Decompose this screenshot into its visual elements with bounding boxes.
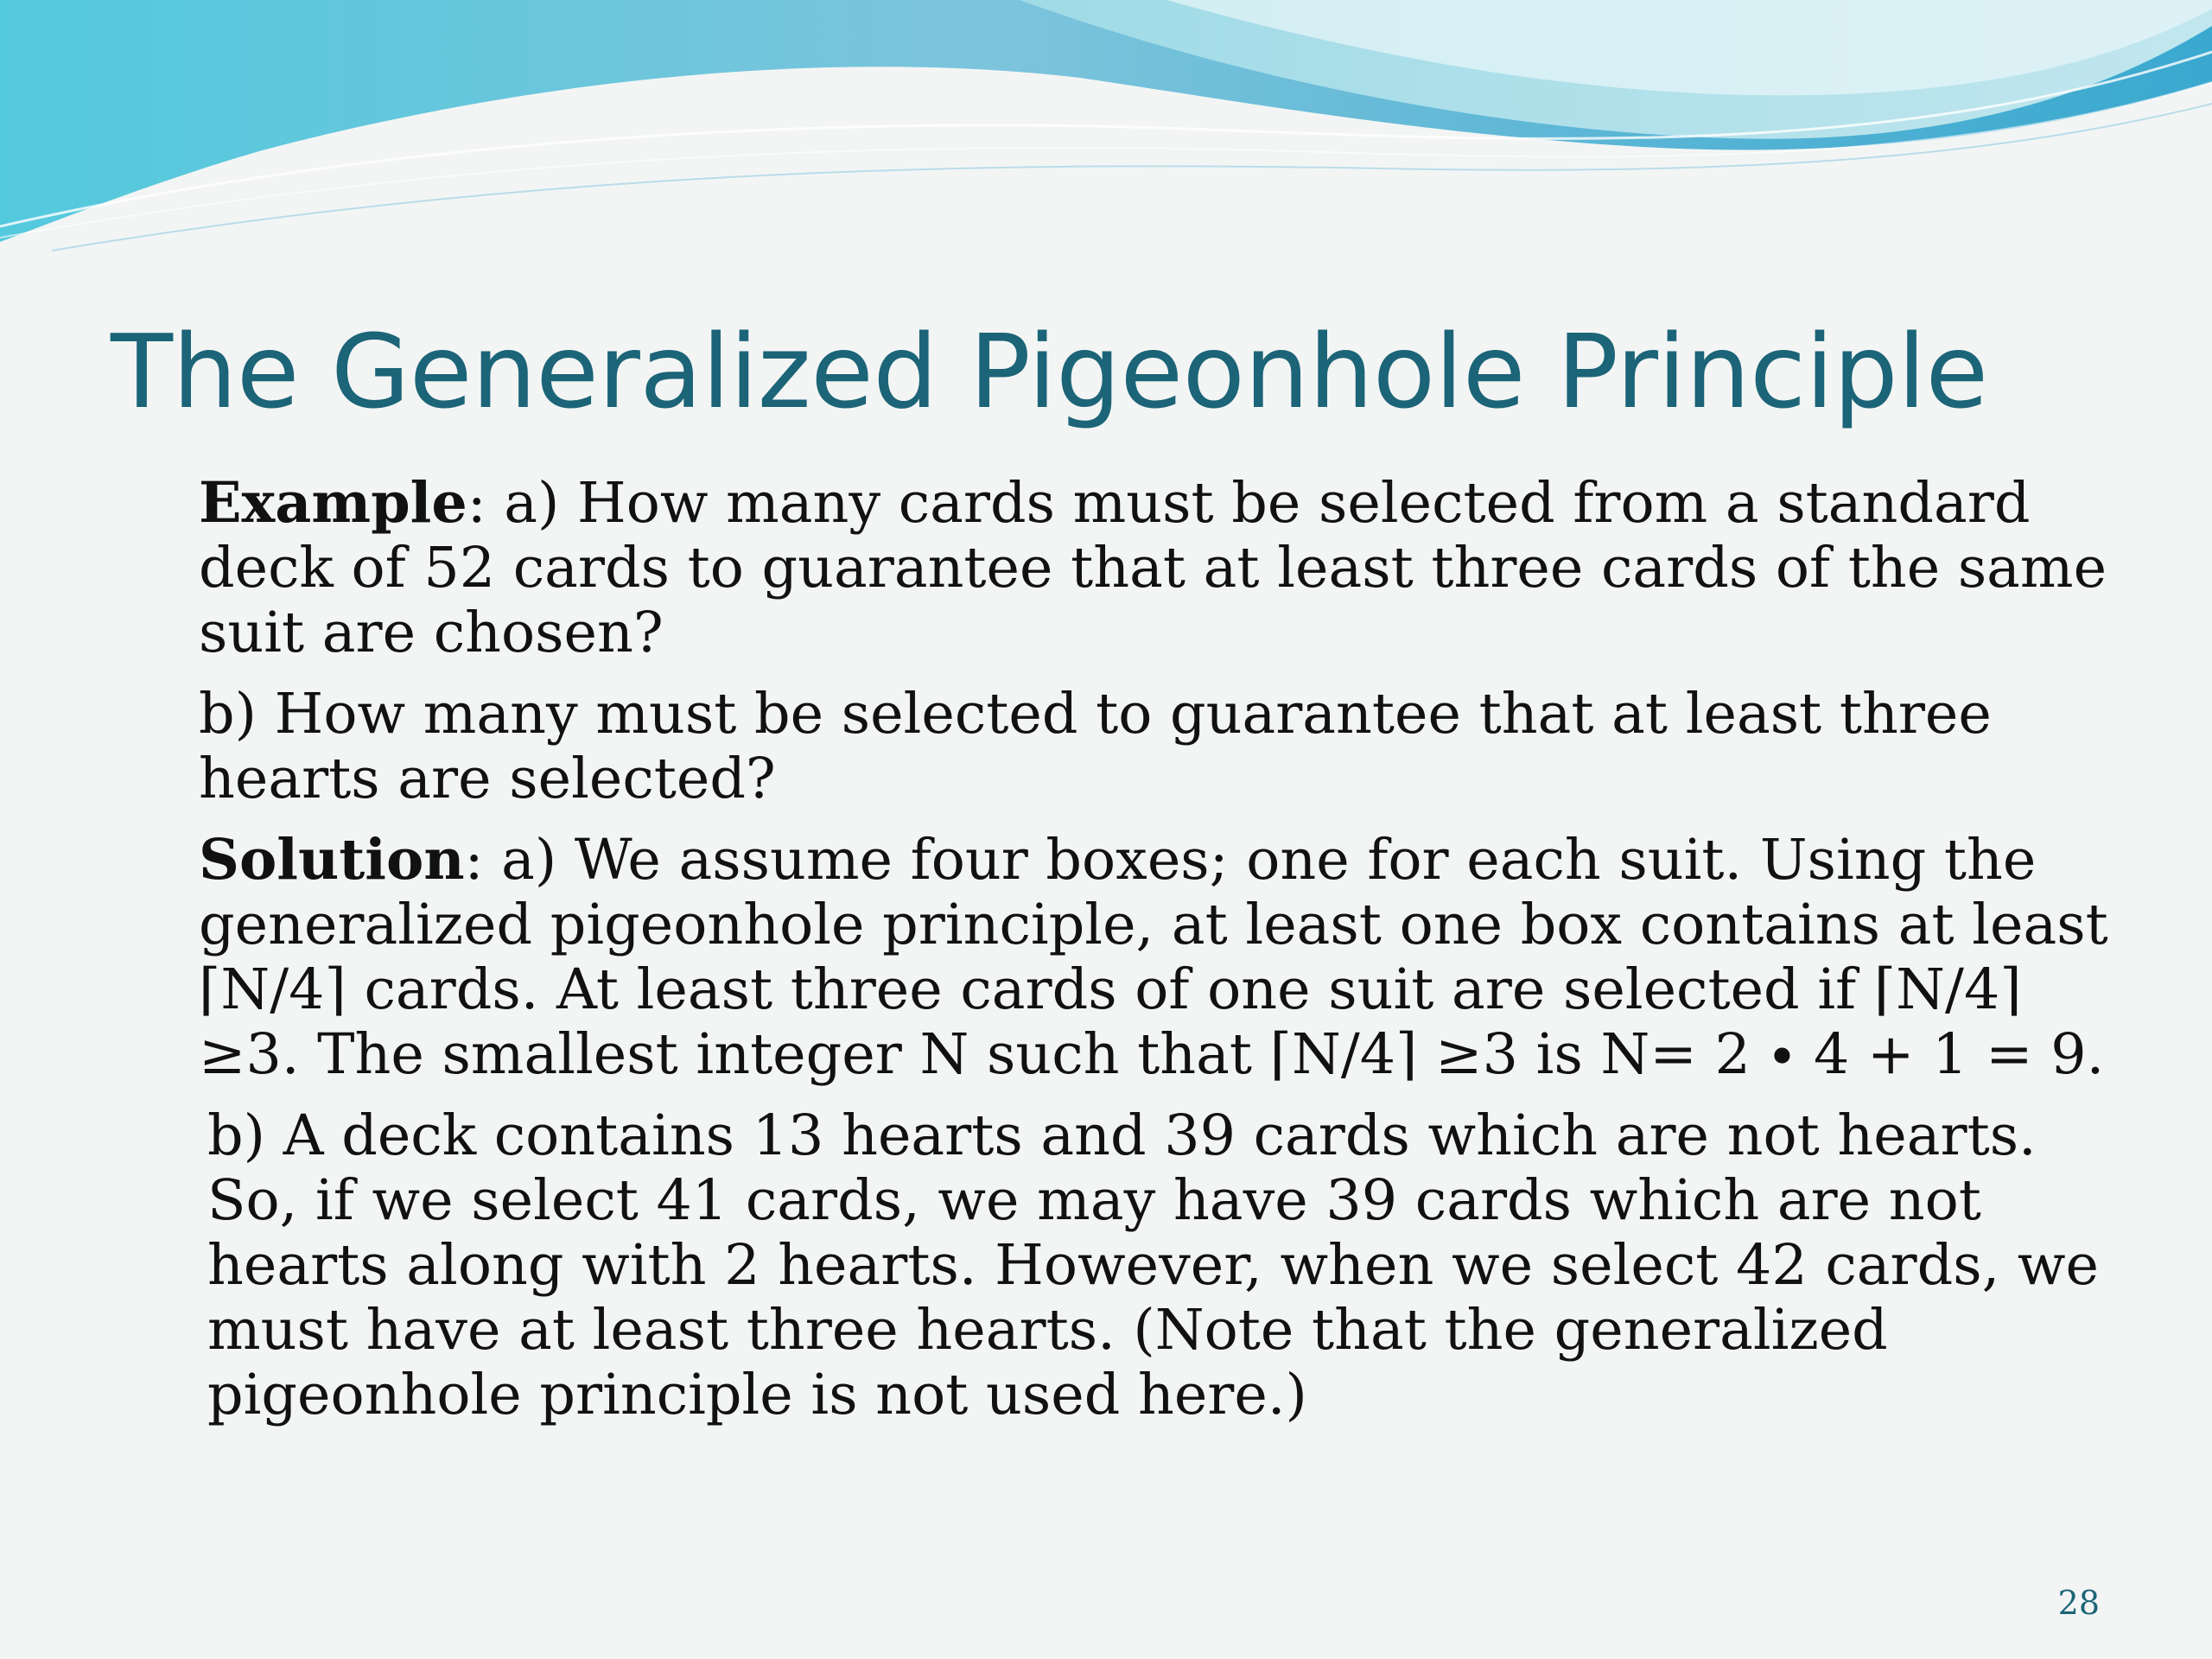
example-label: Example bbox=[199, 470, 467, 536]
example-a-text: : a) How many cards must be selected from a standard deck of 52 cards to guarantee that at least three cards of the same suit are chosen? bbox=[199, 471, 2107, 665]
page-number: 28 bbox=[2057, 1584, 2100, 1622]
solution-label: Solution bbox=[199, 827, 465, 893]
solution-part-a bbox=[199, 828, 2117, 1087]
slide-body bbox=[199, 471, 2117, 1444]
solution-a-text: : a) We assume four boxes; one for each suit. Using the generalized pigeonhole principle, at least one box contains at least ⌈N/4⌉ cards. At least three cards of one suit are selected if ⌈N/4⌉ ≥3. The smallest integer N such that ⌈N/4⌉ ≥3 is N= 2 ∙ 4 + 1 = 9. bbox=[199, 828, 2108, 1087]
example-part-a bbox=[199, 471, 2117, 665]
decorative-wave-header bbox=[0, 0, 2212, 276]
solution-part-b: b) A deck contains 13 hearts and 39 cards which are not hearts. So, if we select 41 cards, we may have 39 cards which are not hearts along with 2 hearts. However, when we select 42 cards, we must have at least three hearts. (Note that the generalized pigeonhole principle is not used here.) bbox=[207, 1103, 2100, 1427]
example-part-b: b) How many must be selected to guarantee that at least three hearts are selected? bbox=[199, 682, 1992, 811]
slide-title: The Generalized Pigeonhole Principle bbox=[111, 312, 1988, 431]
